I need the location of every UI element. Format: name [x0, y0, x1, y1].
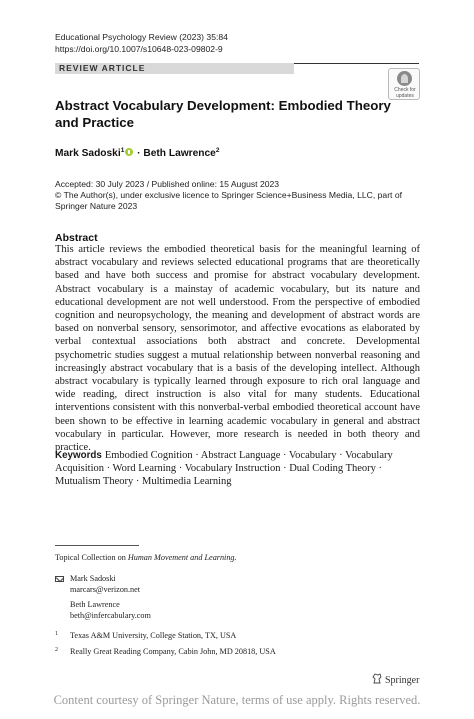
doi-link[interactable]: https://doi.org/10.1007/s10648-023-09802-9 [55, 44, 223, 54]
article-type-bar [55, 63, 294, 74]
affiliation-number: 2 [55, 647, 58, 653]
author-affiliation-mark: 1 [120, 147, 125, 154]
topical-prefix: Topical Collection on [55, 553, 128, 562]
springer-horse-icon [372, 673, 382, 684]
contact-email[interactable]: marcars@verizon.net [70, 585, 141, 594]
journal-header [55, 31, 228, 55]
author-separator: · [134, 148, 144, 159]
abstract-body: This article reviews the embodied theoretical basis for the meaningful learning of abstract vocabulary and reviews selected educational programs that are theoretically based and have both success and promise for abstract vocabulary development. Abstract vocabulary is a mainstay of academic vocabulary, but its nature and educational development are not well understood. From the perspective of embodied cognition and neuropsychology, the meaning and development of abstract words are based on nonverbal sensory, sensorimotor, and affective evocations as elaborated by verbal contextual associations both abstract and concrete. Developmental psychometric studies suggest a mutual relationship between nonverbal reasoning and increasingly abstract vocabulary that is a basis of the developing intellect. Although abstract vocabulary is typically learned through exposure to rich oral language and wide reading, direct instruction is also vital for many students. Educational interventions consistent with this nonverbal-verbal embodied theoretical account have been shown to be effective in learning academic vocabulary in general and abstract vocabulary in particular. However, more research is needed in both theory and practice. [55, 244, 420, 454]
header-rule [294, 63, 419, 64]
check-for-updates-badge[interactable] [388, 68, 420, 100]
contact-entry [70, 599, 151, 621]
author-name[interactable]: Beth Lawrence [143, 148, 216, 159]
footnote-rule [55, 545, 139, 546]
article-title: Abstract Vocabulary Development: Embodied Theory and Practice [55, 98, 391, 130]
author-list [55, 147, 219, 159]
contact-name: Mark Sadoski [70, 574, 116, 583]
author-affiliation-mark: 2 [215, 147, 220, 154]
affiliation-text: Texas A&M University, College Station, TX, USA [70, 631, 237, 640]
check-updates-line1: Check for [394, 87, 416, 93]
keywords-section [55, 449, 420, 489]
contact-name: Beth Lawrence [70, 600, 120, 609]
publication-dates [55, 179, 435, 212]
copyright-notice: © The Author(s), under exclusive licence to Springer Science+Business Media, LLC, part of Springer Nature 2023 [55, 190, 402, 211]
courtesy-notice: Content courtesy of Springer Nature, terms of use apply. Rights reserved. [53, 693, 421, 707]
affiliation-text: Really Great Reading Company, Cabin John, MD 20818, USA [70, 647, 276, 656]
accepted-published-dates: Accepted: 30 July 2023 / Published online: 15 August 2023 [55, 179, 280, 189]
journal-citation: Educational Psychology Review (2023) 35:84 [55, 32, 228, 42]
contact-email[interactable]: beth@infercabulary.com [70, 611, 151, 620]
article-type-label: REVIEW ARTICLE [59, 63, 146, 73]
keywords-list: Embodied Cognition · Abstract Language · Vocabulary · Vocabulary Acquisition · Word Learning · Vocabulary Instruction · Dual Coding Theory · Mutualism Theory · Multimedia Learning [55, 450, 393, 488]
topical-collection-note [55, 552, 237, 563]
publisher-name: Springer [385, 675, 420, 686]
affiliation-number: 1 [55, 631, 58, 637]
check-updates-line2: updates [396, 92, 414, 99]
author-name[interactable]: Mark Sadoski [55, 148, 121, 159]
check-updates-icon [397, 71, 412, 86]
envelope-icon [55, 576, 64, 582]
keywords-label: Keywords [55, 450, 102, 461]
topical-collection-name[interactable]: Human Movement and Learning. [127, 553, 237, 562]
contact-entry [70, 573, 140, 595]
publisher-logo[interactable] [372, 673, 419, 686]
orcid-icon[interactable] [125, 148, 133, 156]
abstract-heading: Abstract [55, 232, 98, 244]
